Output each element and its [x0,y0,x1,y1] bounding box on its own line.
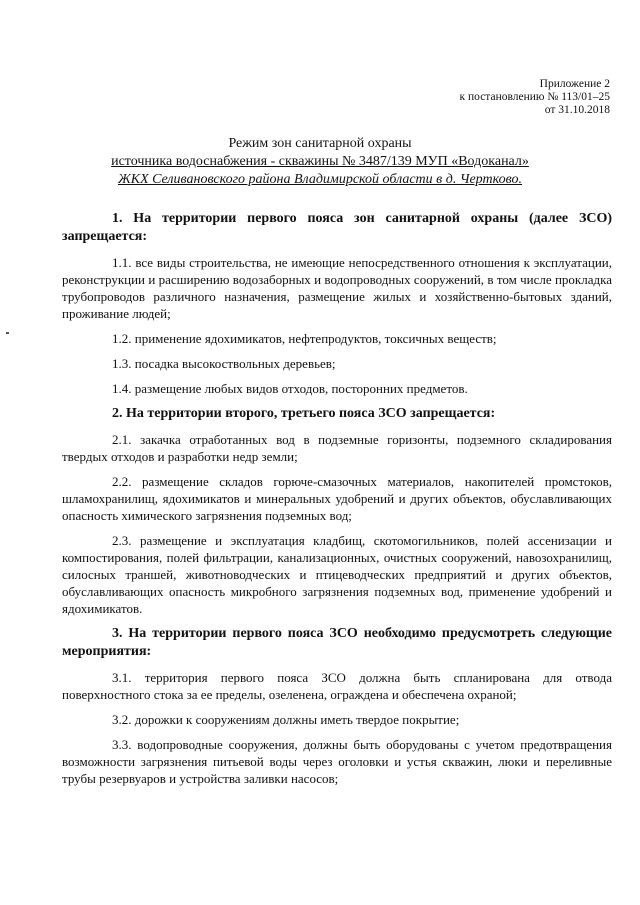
appendix-line: Приложение 2 [539,78,610,90]
section-item: 1.1. все виды строительства, не имеющие непосредственного отношения к эксплуатации, реконструкции и расширению водозаборных и водопроводных сооружений, в том числе прокладка трубопроводов различного назначения, размещение жилых и хозяйственно-бытовых зданий, проживание людей; [62,255,612,321]
appendix-line: к постановлению № 113/01–25 [459,91,610,103]
section-item: 2.2. размещение складов горюче-смазочных материалов, накопителей промстоков, шламохранилищ, ядохимикатов и минеральных удобрений и других объектов, обуславливающих опасность химического загрязнения подземных вод; [62,474,612,523]
scan-mark [6,332,9,334]
appendix-line: от 31.10.2018 [544,104,610,116]
appendix-note [460,78,610,117]
document-body [62,210,612,795]
section-item: 2.1. закачка отработанных вод в подземные горизонты, подземного складирования твердых отходов и разработки недр земли; [62,432,612,464]
section-item: 3.1. территория первого пояса ЗСО должна быть спланирована для отвода поверхностного стока за ее пределы, озеленена, ограждена и обеспечена охраной; [62,670,612,702]
section-heading: 3. На территории первого пояса ЗСО необходимо предусмотреть следующие мероприятия: [62,626,612,659]
section-item: 1.2. применение ядохимикатов, нефтепродуктов, токсичных веществ; [112,331,497,346]
section-item: 2.3. размещение и эксплуатация кладбищ, скотомогильников, полей ассенизации и компостирования, полей фильтрации, канализационных, очистных сооружений, навозохранилищ, силосных траншей, животноводческих и птицеводческих предприятий и других объектов, обуславливающих опасность микробного загрязнения подземных вод, применение удобрений и ядохимикатов. [62,533,612,616]
document-subtitle: источника водоснабжения - скважины № 3487/139 МУП «Водоканал» [111,154,529,169]
section-item: 3.2. дорожки к сооружениям должны иметь твердое покрытие; [112,712,460,727]
section-heading: 1. На территории первого пояса зон санитарной охраны (далее ЗСО) запрещается: [62,211,612,244]
section-item: 1.4. размещение любых видов отходов, посторонних предметов. [112,381,468,396]
document-subtitle-location: ЖКХ Селивановского района Владимирской области в д. Чертково. [117,172,523,187]
section-item: 1.3. посадка высокоствольных деревьев; [112,356,336,371]
section-2 [62,405,612,617]
section-1 [62,210,612,397]
section-3 [62,625,612,787]
section-heading: 2. На территории второго, третьего пояса ЗСО запрещается: [112,406,496,421]
section-item: 3.3. водопроводные сооружения, должны быть оборудованы с учетом предотвращения возможности загрязнения питьевой воды через оголовки и устья скважин, люки и переливные трубы резервуаров и устройства заливки насосов; [62,737,612,786]
document-title: Режим зон санитарной охраны [228,136,412,151]
